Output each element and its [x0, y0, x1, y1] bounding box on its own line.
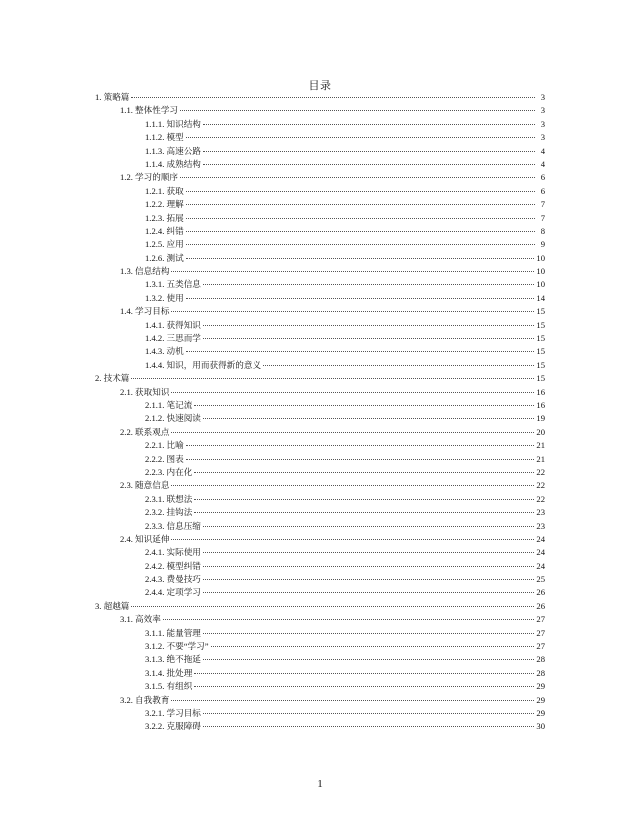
toc-entry-number: 3.: [95, 600, 102, 611]
toc-entry-text: 快速阅读: [166, 413, 201, 424]
dot-leader: [180, 110, 535, 111]
toc-entry-label: [145, 667, 192, 680]
dot-leader: [131, 378, 534, 379]
toc-entry-label: [120, 171, 178, 184]
toc-entry-number: 2.3.1.: [145, 493, 165, 504]
toc-entry[interactable]: [95, 158, 545, 171]
toc-entry[interactable]: [95, 680, 545, 693]
dot-leader: [186, 204, 535, 205]
dot-leader: [211, 646, 535, 647]
toc-entry[interactable]: [95, 212, 545, 225]
toc-entry-number: 2.1.: [120, 386, 133, 397]
toc-entry[interactable]: [95, 694, 545, 707]
toc-entry[interactable]: [95, 600, 545, 613]
toc-entry-label: [145, 359, 261, 372]
toc-entry-label: [120, 479, 169, 492]
toc-entry-page: 27: [536, 641, 545, 652]
dot-leader: [203, 284, 535, 285]
toc-entry-label: [145, 185, 184, 198]
toc-entry-number: 1.3.: [120, 266, 133, 277]
toc-entry-label: [145, 225, 184, 238]
toc-entry-page: 15: [536, 346, 545, 357]
toc-entry[interactable]: [95, 265, 545, 278]
toc-entry-number: 1.2.1.: [145, 185, 165, 196]
dot-leader: [186, 351, 535, 352]
toc-entry[interactable]: [95, 292, 545, 305]
toc-entry[interactable]: [95, 720, 545, 733]
toc-entry-number: 3.2.1.: [145, 707, 165, 718]
toc-entry-label: [145, 520, 201, 533]
toc-entry[interactable]: [95, 104, 545, 117]
toc-entry[interactable]: [95, 533, 545, 546]
toc-entry-label: [95, 600, 129, 613]
toc-entry-page: 28: [536, 667, 545, 678]
toc-entry-page: 10: [536, 252, 545, 263]
toc-entry-number: 3.1.3.: [145, 654, 165, 665]
toc-entry-number: 2.3.: [120, 480, 133, 491]
toc-entry-text: 联想法: [166, 493, 193, 504]
dot-leader: [186, 445, 535, 446]
toc-entry[interactable]: [95, 359, 545, 372]
toc-entry-text: 高速公路: [166, 145, 201, 156]
dot-leader: [194, 686, 534, 687]
dot-leader: [194, 472, 534, 473]
toc-entry-page: 3: [540, 92, 545, 102]
toc-entry-text: 有组织: [166, 681, 193, 692]
dot-leader: [186, 298, 535, 299]
toc-entry-page: 3: [540, 118, 545, 129]
toc-entry-page: 25: [536, 574, 545, 585]
toc-entry-text: 学习目标: [135, 306, 170, 317]
toc-entry-page: 27: [536, 614, 545, 625]
toc-entry[interactable]: [95, 560, 545, 573]
dot-leader: [186, 258, 535, 259]
dot-leader: [203, 325, 535, 326]
dot-leader: [203, 418, 535, 419]
toc-entry-label: [120, 533, 169, 546]
toc-entry-text: 超越篇: [103, 600, 130, 611]
toc-entry-page: 20: [536, 426, 545, 437]
dot-leader: [203, 151, 535, 152]
toc-entry[interactable]: [95, 640, 545, 653]
toc-entry-page: 15: [536, 359, 545, 370]
toc-entry-text: 费曼技巧: [166, 574, 201, 585]
toc-entry-page: 22: [536, 466, 545, 477]
dot-leader: [203, 713, 535, 714]
toc-entry-page: 28: [536, 654, 545, 665]
toc-entry-text: 定项学习: [166, 587, 201, 598]
toc-entry-text: 策略篇: [103, 92, 130, 102]
toc-entry[interactable]: [95, 345, 545, 358]
toc-entry-number: 1.2.3.: [145, 212, 165, 223]
toc-entry[interactable]: [95, 506, 545, 519]
toc-entry[interactable]: [95, 185, 545, 198]
toc-entry-number: 1.4.: [120, 306, 133, 317]
toc-entry-number: 1.2.2.: [145, 199, 165, 210]
toc-entry-label: [145, 560, 201, 573]
dot-leader: [171, 392, 534, 393]
toc-entry-page: 21: [536, 440, 545, 451]
toc-entry-page: 8: [540, 225, 545, 236]
toc-entry-text: 获得知识: [166, 319, 201, 330]
toc-entry-number: 2.4.3.: [145, 574, 165, 585]
toc-entry-page: 22: [536, 480, 545, 491]
toc-entry-label: [120, 386, 169, 399]
toc-entry[interactable]: [95, 667, 545, 680]
toc-entry[interactable]: [95, 305, 545, 318]
toc-entry-number: 1.2.: [120, 172, 133, 183]
toc-entry-page: 24: [536, 560, 545, 571]
toc-entry-number: 2.3.3.: [145, 520, 165, 531]
toc-entry-number: 2.4.2.: [145, 560, 165, 571]
toc-entry-number: 3.1.: [120, 614, 133, 625]
toc-entry[interactable]: [95, 225, 545, 238]
toc-entry-number: 1.4.2.: [145, 333, 165, 344]
toc-entry-label: [145, 640, 209, 653]
toc-entry-text: 模型纠错: [166, 560, 201, 571]
toc-entry-label: [145, 252, 184, 265]
toc-entry-number: 1.4.4.: [145, 359, 165, 370]
toc-entry-text: 内在化: [166, 466, 193, 477]
toc-entry-label: [145, 546, 201, 559]
dot-leader: [186, 231, 535, 232]
toc-entry-text: 批处理: [166, 667, 193, 678]
toc-entry-number: 1.3.1.: [145, 279, 165, 290]
toc-entry-page: 27: [536, 627, 545, 638]
toc-entry-number: 3.1.2.: [145, 641, 165, 652]
toc-entry-label: [145, 680, 192, 693]
toc-entry-page: 10: [536, 279, 545, 290]
toc-entry-label: [145, 493, 192, 506]
toc-entry[interactable]: [95, 319, 545, 332]
dot-leader: [203, 726, 535, 727]
toc-entry-number: 1.4.1.: [145, 319, 165, 330]
toc-entry[interactable]: [95, 412, 545, 425]
toc-entry-text: 理解: [166, 199, 184, 210]
toc-entry-page: 16: [536, 399, 545, 410]
dot-leader: [194, 673, 534, 674]
toc-entry-label: [145, 145, 201, 158]
toc-entry-label: [145, 412, 201, 425]
toc-entry-number: 2.3.2.: [145, 507, 165, 518]
toc-entry[interactable]: [95, 586, 545, 599]
toc-entry-number: 1.1.3.: [145, 145, 165, 156]
toc-entry-label: [145, 292, 184, 305]
dot-leader: [203, 659, 535, 660]
toc-entry-page: 24: [536, 547, 545, 558]
toc-entry[interactable]: [95, 627, 545, 640]
toc-entry[interactable]: [95, 278, 545, 291]
toc-entry-page: 22: [536, 493, 545, 504]
toc-entry-text: 绝不拖延: [166, 654, 201, 665]
toc-entry-number: 3.1.5.: [145, 681, 165, 692]
toc-entry[interactable]: [95, 372, 545, 385]
toc-entry-label: [145, 198, 184, 211]
toc-entry-page: 16: [536, 386, 545, 397]
toc-entry-label: [145, 453, 184, 466]
toc-entry[interactable]: [95, 145, 545, 158]
toc-entry-label: [145, 345, 184, 358]
dot-leader: [203, 338, 535, 339]
toc-entry-label: [120, 104, 178, 117]
toc-entry-text: 拓展: [166, 212, 184, 223]
dot-leader: [263, 365, 534, 366]
toc-entry-number: 1.: [95, 92, 102, 102]
dot-leader: [194, 405, 534, 406]
toc-entry-label: [145, 212, 184, 225]
toc-entry[interactable]: [95, 131, 545, 144]
toc-entry-number: 2.2.2.: [145, 453, 165, 464]
toc-entry-number: 1.2.5.: [145, 239, 165, 250]
toc-entry-number: 2.2.1.: [145, 440, 165, 451]
toc-entry-text: 联系观点: [135, 426, 170, 437]
dot-leader: [171, 432, 534, 433]
dot-leader: [171, 271, 534, 272]
toc-entry[interactable]: [95, 653, 545, 666]
dot-leader: [171, 311, 534, 312]
toc-entry-number: 1.1.1.: [145, 118, 165, 129]
table-of-contents: [95, 91, 545, 734]
toc-entry-text: 获取知识: [135, 386, 170, 397]
toc-entry-text: 随意信息: [135, 480, 170, 491]
toc-entry-number: 3.1.1.: [145, 627, 165, 638]
toc-entry-number: 1.1.4.: [145, 158, 165, 169]
toc-entry-label: [120, 694, 169, 707]
toc-entry-label: [145, 466, 192, 479]
toc-entry-label: [145, 158, 201, 171]
dot-leader: [186, 459, 535, 460]
toc-entry-page: 29: [536, 681, 545, 692]
dot-leader: [203, 526, 535, 527]
dot-leader: [203, 124, 535, 125]
dot-leader: [186, 191, 535, 192]
toc-entry-page: 14: [536, 292, 545, 303]
toc-entry-number: 3.2.: [120, 694, 133, 705]
toc-entry[interactable]: [95, 238, 545, 251]
toc-entry-label: [95, 372, 129, 385]
dot-leader: [186, 218, 535, 219]
toc-entry-page: 19: [536, 413, 545, 424]
toc-entry[interactable]: [95, 252, 545, 265]
toc-entry-text: 学习的顺序: [135, 172, 179, 183]
toc-entry-label: [120, 265, 169, 278]
toc-entry-label: [145, 238, 184, 251]
toc-entry-number: 3.2.2.: [145, 721, 165, 732]
toc-entry-label: [145, 586, 201, 599]
toc-entry-label: [145, 399, 192, 412]
toc-entry[interactable]: [95, 479, 545, 492]
dot-leader: [180, 177, 535, 178]
toc-entry[interactable]: [95, 546, 545, 559]
toc-entry-number: 2.: [95, 373, 102, 384]
toc-entry-number: 2.4.1.: [145, 547, 165, 558]
toc-entry-text: 使用: [166, 292, 184, 303]
toc-entry-number: 3.1.4.: [145, 667, 165, 678]
toc-entry-page: 23: [536, 520, 545, 531]
toc-entry-page: 29: [536, 707, 545, 718]
toc-title: 目录: [308, 80, 332, 92]
toc-entry-text: 五类信息: [166, 279, 201, 290]
toc-entry-page: 26: [536, 600, 545, 611]
toc-entry-text: 比喻: [166, 440, 184, 451]
dot-leader: [203, 164, 535, 165]
toc-entry-number: 1.1.: [120, 105, 133, 116]
toc-entry-text: 不要“学习”: [166, 641, 209, 652]
toc-entry-page: 23: [536, 507, 545, 518]
dot-leader: [171, 700, 534, 701]
toc-entry-label: [145, 319, 201, 332]
toc-entry-number: 2.2.: [120, 426, 133, 437]
toc-entry-page: 4: [540, 158, 545, 169]
toc-entry-number: 1.1.2.: [145, 132, 165, 143]
toc-entry[interactable]: [95, 91, 545, 104]
toc-entry-page: 15: [536, 373, 545, 384]
toc-entry[interactable]: [95, 426, 545, 439]
toc-entry-text: 动机: [166, 346, 184, 357]
toc-entry-text: 三思而学: [166, 333, 201, 344]
toc-entry-page: 10: [536, 266, 545, 277]
dot-leader: [203, 579, 535, 580]
toc-entry-text: 测试: [166, 252, 184, 263]
toc-entry[interactable]: [95, 399, 545, 412]
toc-entry-label: [145, 278, 201, 291]
toc-entry-number: 1.2.6.: [145, 252, 165, 263]
toc-entry-page: 7: [540, 212, 545, 223]
toc-entry-text: 自我教育: [135, 694, 170, 705]
dot-leader: [194, 499, 534, 500]
toc-entry-page: 3: [540, 132, 545, 143]
dot-leader: [171, 485, 534, 486]
toc-entry-text: 技术篇: [103, 373, 130, 384]
toc-entry-text: 纠错: [166, 225, 184, 236]
toc-entry-label: [145, 707, 201, 720]
toc-entry-text: 高效率: [135, 614, 161, 625]
toc-entry[interactable]: [95, 466, 545, 479]
toc-entry-page: 24: [536, 533, 545, 544]
toc-entry-label: [145, 627, 201, 640]
toc-entry[interactable]: [95, 386, 545, 399]
toc-entry[interactable]: [95, 453, 545, 466]
toc-entry-text: 图表: [166, 453, 184, 464]
toc-entry-page: 7: [540, 199, 545, 210]
toc-entry-page: 21: [536, 453, 545, 464]
toc-entry-label: [95, 91, 129, 104]
toc-entry-label: [145, 439, 184, 452]
dot-leader: [203, 633, 535, 634]
toc-entry-label: [145, 720, 201, 733]
toc-entry-label: [145, 332, 201, 345]
dot-leader: [171, 539, 534, 540]
toc-entry-label: [120, 305, 169, 318]
toc-entry-number: 2.4.4.: [145, 587, 165, 598]
toc-entry[interactable]: [95, 573, 545, 586]
dot-leader: [163, 619, 535, 620]
toc-entry-number: 1.4.3.: [145, 346, 165, 357]
toc-entry-page: 4: [540, 145, 545, 156]
toc-entry-number: 1.3.2.: [145, 292, 165, 303]
toc-entry-label: [145, 653, 201, 666]
dot-leader: [203, 566, 535, 567]
toc-entry-text: 实际使用: [166, 547, 201, 558]
toc-entry-label: [145, 506, 192, 519]
dot-leader: [131, 97, 535, 98]
toc-entry-number: 2.1.2.: [145, 413, 165, 424]
toc-entry-text: 学习目标: [166, 707, 201, 718]
toc-entry-text: 信息结构: [135, 266, 170, 277]
dot-leader: [186, 244, 535, 245]
toc-entry-number: 2.2.3.: [145, 466, 165, 477]
toc-entry-text: 知识结构: [166, 118, 201, 129]
toc-entry[interactable]: [95, 332, 545, 345]
toc-entry-text: 应用: [166, 239, 184, 250]
toc-entry-number: 2.4.: [120, 533, 133, 544]
toc-entry-label: [145, 573, 201, 586]
toc-entry-page: 29: [536, 694, 545, 705]
toc-entry-page: 30: [536, 721, 545, 732]
toc-entry-text: 克服障碍: [166, 721, 201, 732]
toc-entry-label: [145, 118, 201, 131]
toc-entry-label: [145, 131, 184, 144]
toc-entry-page: 15: [536, 319, 545, 330]
dot-leader: [186, 137, 535, 138]
dot-leader: [194, 512, 534, 513]
toc-entry-page: 15: [536, 333, 545, 344]
toc-entry[interactable]: [95, 171, 545, 184]
toc-entry-page: 6: [540, 185, 545, 196]
toc-entry-text: 获取: [166, 185, 184, 196]
toc-entry[interactable]: [95, 439, 545, 452]
toc-entry[interactable]: [95, 118, 545, 131]
toc-entry-page: 26: [536, 587, 545, 598]
toc-entry[interactable]: [95, 613, 545, 626]
toc-entry-text: 知识，用而获得新的意义: [166, 359, 262, 370]
toc-entry[interactable]: [95, 198, 545, 211]
toc-entry[interactable]: [95, 520, 545, 533]
toc-entry-page: 9: [540, 239, 545, 250]
dot-leader: [131, 606, 534, 607]
toc-entry-number: 1.2.4.: [145, 225, 165, 236]
toc-entry-text: 笔记流: [166, 399, 193, 410]
toc-entry-label: [120, 426, 169, 439]
toc-entry-label: [120, 613, 161, 626]
toc-entry-page: 3: [540, 105, 545, 116]
toc-entry-number: 2.1.1.: [145, 399, 165, 410]
toc-entry-page: 15: [536, 306, 545, 317]
toc-entry[interactable]: [95, 493, 545, 506]
toc-entry-text: 能量管理: [166, 627, 201, 638]
toc-entry-text: 信息压缩: [166, 520, 201, 531]
dot-leader: [203, 592, 535, 593]
toc-entry-text: 知识延伸: [135, 533, 170, 544]
dot-leader: [203, 552, 535, 553]
toc-entry[interactable]: [95, 707, 545, 720]
toc-entry-text: 挂钩法: [166, 507, 193, 518]
toc-entry-page: 6: [540, 172, 545, 183]
toc-entry-text: 整体性学习: [135, 105, 179, 116]
toc-entry-text: 成熟结构: [166, 158, 201, 169]
toc-entry-text: 模型: [166, 132, 184, 143]
page-number: 1: [317, 778, 323, 790]
